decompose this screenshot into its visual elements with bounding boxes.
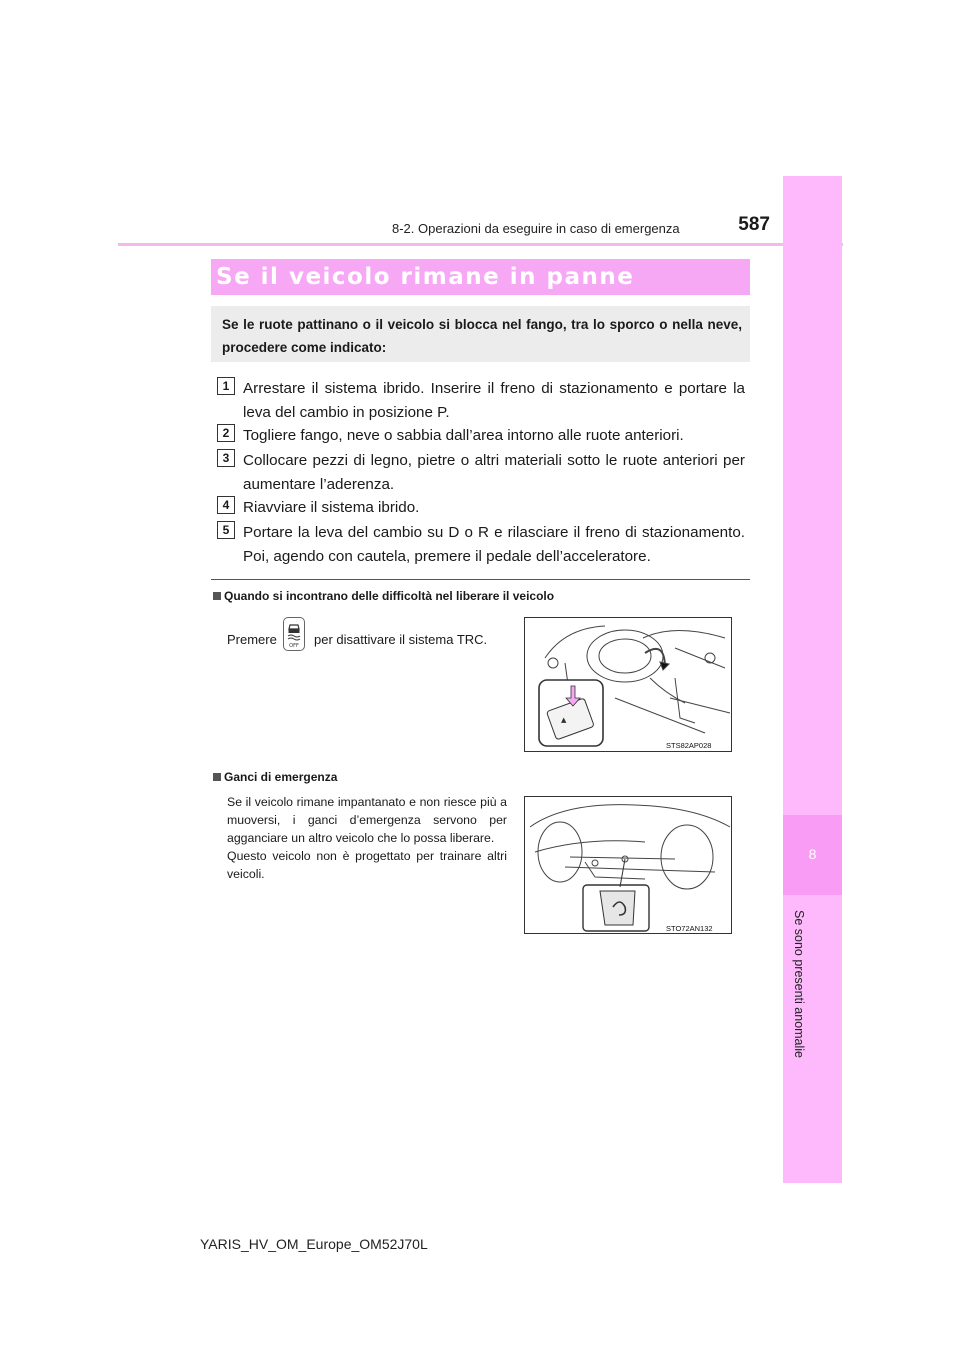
step-number-4: 4 [217, 496, 235, 514]
trc-text-after: per disattivare il sistema TRC. [314, 632, 488, 647]
chapter-number: 8 [808, 846, 817, 862]
document-footer: YARIS_HV_OM_Europe_OM52J70L [200, 1236, 428, 1252]
chapter-label [792, 910, 821, 1059]
hooks-heading-text: Ganci di emergenza [224, 770, 338, 784]
emergency-hook-figure [524, 796, 732, 934]
intro-text: Se le ruote pattinano o il veicolo si blocca nel fango, tra lo sporco o nella neve, procedere come indicato: [222, 317, 742, 355]
step-number-3: 3 [217, 449, 235, 467]
hooks-figure-code: STO72AN132 [666, 924, 713, 933]
hooks-paragraph-2: Questo veicolo non è progettato per trainare altri veicoli. [227, 849, 507, 881]
svg-text:OFF: OFF [289, 643, 299, 649]
trc-off-icon [283, 617, 305, 651]
step-text-2: Togliere fango, neve o sabbia dall’area intorno alle ruote anteriori. [243, 427, 684, 444]
page-title: Se il veicolo rimane in panne [216, 264, 635, 290]
vehicle-underside-illustration [525, 797, 731, 933]
svg-text:▲: ▲ [561, 716, 567, 724]
trc-text-before: Premere [227, 632, 277, 647]
step-text-4: Riavviare il sistema ibrido. [243, 499, 420, 516]
page-number: 587 [738, 214, 770, 235]
header-divider [118, 243, 843, 246]
step-number-5: 5 [217, 521, 235, 539]
dashboard-illustration [525, 618, 731, 751]
chapter-label-text: Se sono presenti anomalie [792, 910, 806, 1059]
trc-figure-code: STS82AP028 [666, 741, 712, 750]
trc-heading [213, 589, 554, 603]
step-number-2: 2 [217, 424, 235, 442]
bullet-square-icon [213, 773, 221, 781]
section-divider [211, 579, 750, 580]
step-number-1: 1 [217, 377, 235, 395]
trc-heading-text: Quando si incontrano delle difficoltà nel liberare il veicolo [224, 589, 555, 603]
step-text-1: Arrestare il sistema ibrido. Inserire il freno di stazionamento e portare la leva del cambio in posizione P. [243, 380, 745, 421]
step-text-5: Portare la leva del cambio su D o R e rilasciare il freno di stazionamento. Poi, agendo con cautela, premere il pedale dell’acceleratore. [243, 524, 745, 565]
bullet-square-icon [213, 592, 221, 600]
hooks-paragraph-1: Se il veicolo rimane impantanato e non riesce più a muoversi, i ganci d’emergenza servono per agganciare un altro veicolo che lo possa liberare. [227, 795, 507, 845]
step-text-3: Collocare pezzi di legno, pietre o altri materiali sotto le ruote anteriori per aumentare l’aderenza. [243, 452, 745, 493]
section-header: 8-2. Operazioni da eseguire in caso di emergenza [392, 221, 680, 236]
trc-switch-figure [524, 617, 732, 752]
hooks-heading [213, 770, 337, 784]
hooks-paragraph [227, 793, 507, 883]
